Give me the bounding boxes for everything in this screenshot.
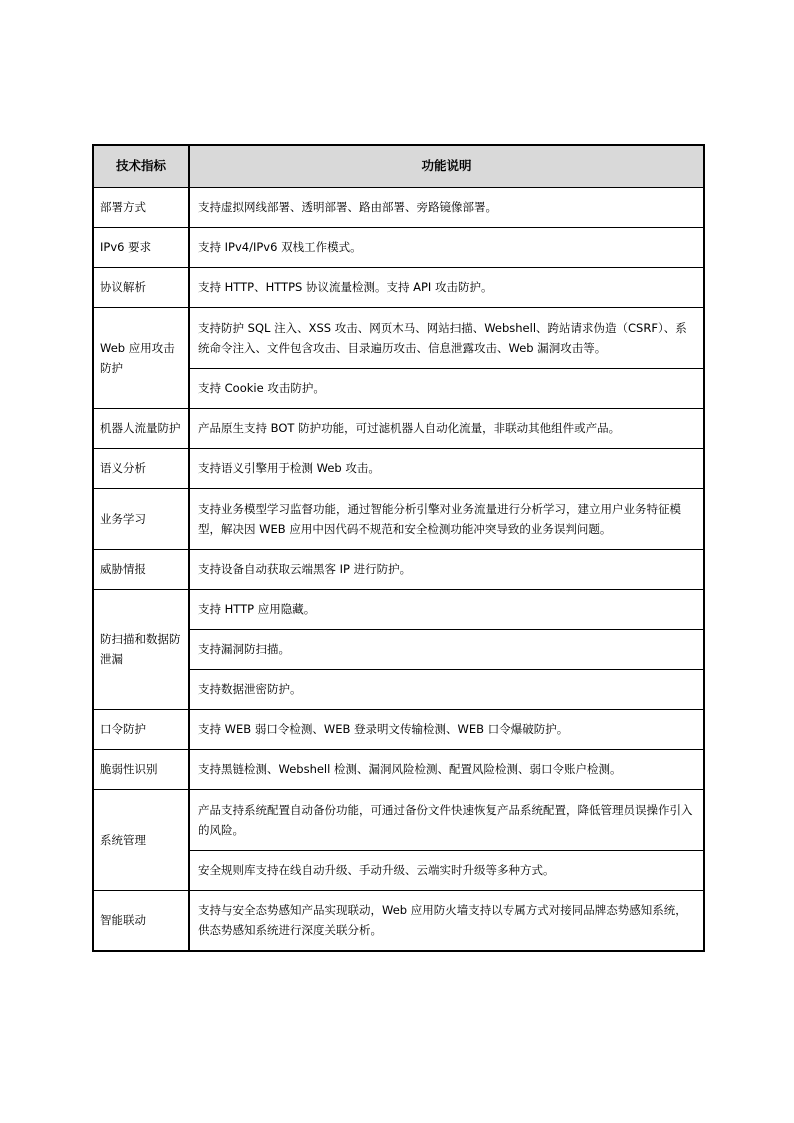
- table-row: [93, 488, 704, 549]
- description-cell: 支持业务模型学习监督功能，通过智能分析引擎对业务流量进行分析学习，建立用户业务特征模型，解决因 WEB 应用中因代码不规范和安全检测功能冲突导致的业务误判问题。: [189, 488, 704, 549]
- description-cell: 支持数据泄密防护。: [189, 669, 704, 709]
- table-row: [93, 307, 704, 368]
- description-cell: 支持语义引擎用于检测 Web 攻击。: [189, 448, 704, 488]
- table-row: [93, 227, 704, 267]
- indicator-cell: IPv6 要求: [93, 227, 189, 267]
- header-indicator: 技术指标: [93, 145, 189, 187]
- indicator-cell: 协议解析: [93, 267, 189, 307]
- description-cell: 支持虚拟网线部署、透明部署、路由部署、旁路镜像部署。: [189, 187, 704, 227]
- indicator-cell: Web 应用攻击防护: [93, 307, 189, 408]
- table-row: [93, 709, 704, 749]
- table-header-row: [93, 145, 704, 187]
- description-cell: 支持 Cookie 攻击防护。: [189, 368, 704, 408]
- description-cell: 支持黑链检测、Webshell 检测、漏洞风险检测、配置风险检测、弱口令账户检测。: [189, 749, 704, 789]
- description-cell: 安全规则库支持在线自动升级、手动升级、云端实时升级等多种方式。: [189, 850, 704, 890]
- description-cell: 产品原生支持 BOT 防护功能，可过滤机器人自动化流量，非联动其他组件或产品。: [189, 408, 704, 448]
- indicator-cell: 系统管理: [93, 789, 189, 890]
- table-row: [93, 187, 704, 227]
- indicator-cell: 威胁情报: [93, 549, 189, 589]
- description-cell: 支持 HTTP 应用隐藏。: [189, 589, 704, 629]
- description-cell: 支持设备自动获取云端黑客 IP 进行防护。: [189, 549, 704, 589]
- description-cell: 支持漏洞防扫描。: [189, 629, 704, 669]
- description-cell: 支持 HTTP、HTTPS 协议流量检测。支持 API 攻击防护。: [189, 267, 704, 307]
- table-row: [93, 589, 704, 629]
- spec-table: [92, 144, 705, 952]
- description-cell: 支持 WEB 弱口令检测、WEB 登录明文传输检测、WEB 口令爆破防护。: [189, 709, 704, 749]
- table-row: [93, 749, 704, 789]
- table-row: [93, 789, 704, 850]
- indicator-cell: 脆弱性识别: [93, 749, 189, 789]
- header-description: 功能说明: [189, 145, 704, 187]
- indicator-cell: 机器人流量防护: [93, 408, 189, 448]
- description-cell: 支持 IPv4/IPv6 双栈工作模式。: [189, 227, 704, 267]
- table-row: [93, 448, 704, 488]
- spec-table-body: [93, 145, 704, 951]
- table-row: [93, 267, 704, 307]
- indicator-cell: 口令防护: [93, 709, 189, 749]
- description-cell: 支持与安全态势感知产品实现联动，Web 应用防火墙支持以专属方式对接同品牌态势感知系统，供态势感知系统进行深度关联分析。: [189, 890, 704, 951]
- indicator-cell: 业务学习: [93, 488, 189, 549]
- description-cell: 产品支持系统配置自动备份功能，可通过备份文件快速恢复产品系统配置，降低管理员误操作引入的风险。: [189, 789, 704, 850]
- table-row: [93, 549, 704, 589]
- table-row: [93, 408, 704, 448]
- indicator-cell: 语义分析: [93, 448, 189, 488]
- indicator-cell: 智能联动: [93, 890, 189, 951]
- indicator-cell: 部署方式: [93, 187, 189, 227]
- description-cell: 支持防护 SQL 注入、XSS 攻击、网页木马、网站扫描、Webshell、跨站请求伪造（CSRF）、系统命令注入、文件包含攻击、目录遍历攻击、信息泄露攻击、Web 漏洞攻击等。: [189, 307, 704, 368]
- table-row: [93, 890, 704, 951]
- indicator-cell: 防扫描和数据防泄漏: [93, 589, 189, 709]
